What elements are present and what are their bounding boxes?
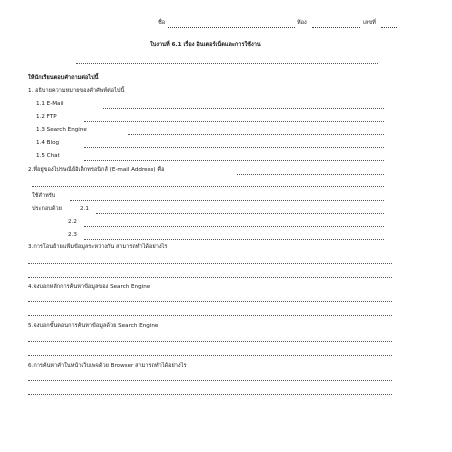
worksheet-title: ใบงานที่ 6.1 เรื่อง อินเตอร์เน็ตและการใช้งาน — [150, 42, 261, 48]
number-blank — [381, 27, 397, 28]
question-5-label: 5.จงบอกขั้นตอนการค้นหาข้อมูลด้วย Search Engine — [28, 323, 159, 329]
question-3-label: 3.การโอนย้ายแฟ้มข้อมูลระหว่างกัน สามารถทำได้อย่างไร — [28, 244, 168, 250]
q2-sub-2-3: 2.3 — [68, 232, 77, 238]
question-6-label: 6.การค้นหาคำในหน้าเว็บเพจด้วย Browser สามารถทำได้อย่างไร — [28, 363, 187, 369]
q1-item-search-engine-blank — [128, 134, 384, 135]
q1-item-chat: 1.5 Chat — [36, 153, 60, 159]
q2-consists-of-label: ประกอบด้วย — [32, 206, 62, 212]
q1-item-blog-blank — [84, 147, 384, 148]
q2-blank-1 — [237, 174, 384, 175]
q1-item-email-blank — [103, 108, 384, 109]
question-1-label: 1. อธิบายความหมายของคำศัพท์ต่อไปนี้ — [28, 88, 125, 94]
q4-blank-1 — [28, 301, 392, 302]
q3-blank-2 — [28, 277, 392, 278]
instruction: ให้นักเรียนตอบคำถามต่อไปนี้ — [28, 75, 99, 81]
q5-blank-1 — [28, 341, 392, 342]
q2-use-for-label: ใช้สำหรับ — [32, 193, 56, 199]
q6-blank-1 — [28, 380, 392, 381]
q2-sub-2-3-blank — [84, 239, 384, 240]
room-blank — [312, 27, 360, 28]
q6-blank-2 — [28, 394, 392, 395]
q1-item-blog: 1.4 Blog — [36, 140, 60, 146]
q2-sub-2-1-blank — [96, 213, 384, 214]
q1-item-email: 1.1 E-Mail — [36, 101, 64, 107]
q1-item-chat-blank — [84, 160, 384, 161]
q2-sub-2-1: 2.1 — [80, 206, 89, 212]
question-4-label: 4.จงบอกหลักการค้นหาข้อมูลของ Search Engine — [28, 284, 151, 290]
q1-item-ftp-blank — [84, 121, 384, 122]
q2-use-for-blank — [70, 200, 384, 201]
q5-blank-2 — [28, 355, 392, 356]
q2-blank-2 — [32, 186, 384, 187]
q3-blank-1 — [28, 263, 392, 264]
title-underline — [76, 63, 378, 64]
name-label: ชื่อ — [158, 20, 166, 26]
q2-sub-2-2-blank — [84, 226, 384, 227]
room-label: ห้อง — [297, 20, 307, 26]
q1-item-ftp: 1.2 FTP — [36, 114, 57, 120]
number-label: เลขที่ — [363, 20, 376, 26]
q1-item-search-engine: 1.3 Search Engine — [36, 127, 87, 133]
name-blank — [168, 27, 295, 28]
q4-blank-2 — [28, 315, 392, 316]
question-2-label: 2.ที่อยู่ของไปรษณีย์อิเล็กทรอนิกส์ (E-mail Address) คือ — [28, 167, 165, 173]
q2-sub-2-2: 2.2 — [68, 219, 77, 225]
